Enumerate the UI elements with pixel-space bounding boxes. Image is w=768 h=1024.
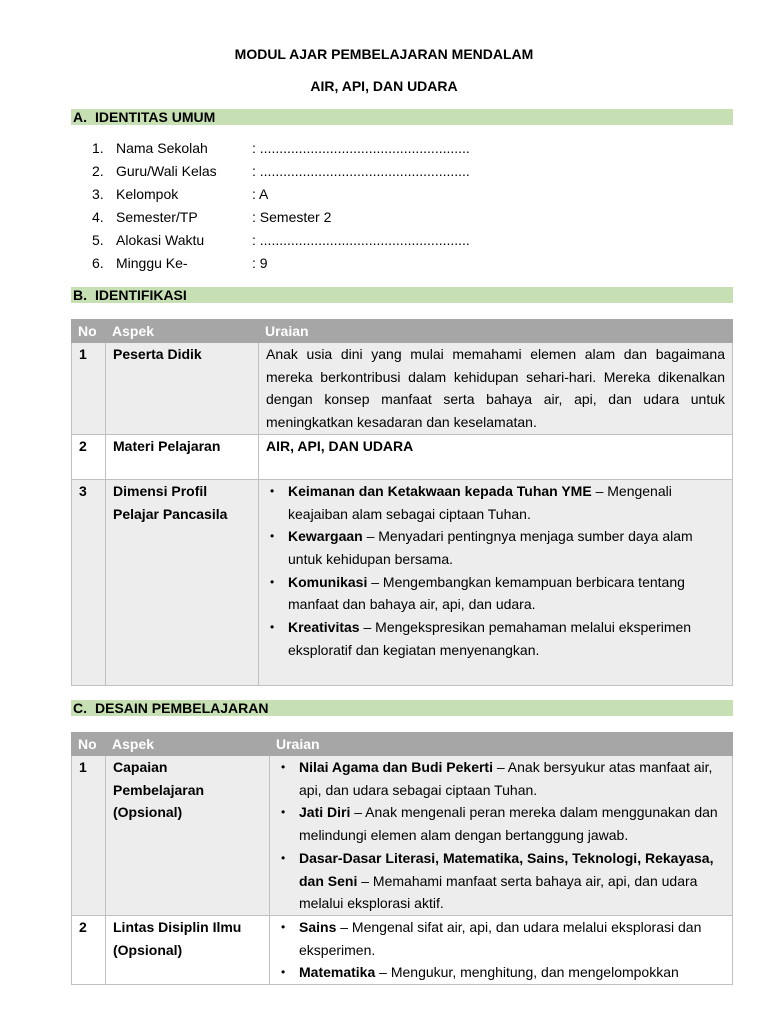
- item-text: – Anak bersyukur atas manfaat air, api, dan udara sebagai ciptaan Tuhan.: [299, 759, 713, 798]
- identification-table: [71, 319, 733, 686]
- row-aspect: Lintas Disiplin Ilmu (Opsional): [106, 915, 270, 984]
- section-c-title: DESAIN PEMBELAJARAN: [95, 700, 269, 716]
- item-bold: Sains: [299, 918, 337, 935]
- header-description: Uraian: [259, 320, 733, 343]
- document-subtitle: AIR, API, DAN UDARA: [310, 78, 458, 94]
- table-row: [72, 343, 733, 435]
- identity-value: : ......................................................: [252, 232, 470, 248]
- identity-number: 6.: [92, 255, 104, 271]
- table-row: [72, 756, 733, 916]
- row-description: Anak usia dini yang mulai memahami elemen alam dan bagaimana mereka berkontribusi dalam kehidupan sehari-hari. Mereka dikenalkan dengan konsep manfaat serta bahaya air, api, dan udara untuk meningkatkan kesadaran dan keselamatan.: [259, 343, 733, 435]
- item-bold: Dasar-Dasar Literasi, Matematika, Sains, Teknologi, Rekayasa, dan Seni: [299, 849, 714, 889]
- item-text: – Menyadari pentingnya menjaga sumber daya alam untuk kehidupan bersama.: [288, 528, 693, 567]
- section-c-header: [71, 700, 733, 716]
- item-bold: Jati Diri: [299, 804, 351, 821]
- bullet-list: [266, 480, 725, 662]
- table-row: [72, 434, 733, 479]
- document-title: MODUL AJAR PEMBELAJARAN MENDALAM: [234, 46, 534, 62]
- identity-item: [92, 161, 470, 184]
- identity-label: Minggu Ke-: [116, 255, 188, 271]
- list-item: [299, 916, 725, 961]
- design-table: [71, 732, 733, 985]
- identity-list: [92, 138, 470, 276]
- item-bold: Kewargaan: [288, 528, 363, 545]
- identity-value: : 9: [252, 255, 268, 271]
- section-c-letter: C.: [73, 700, 87, 716]
- bullet-list: [277, 756, 725, 915]
- list-item: [288, 616, 725, 661]
- identity-label: Nama Sekolah: [116, 140, 208, 156]
- identity-value: : ......................................................: [252, 163, 470, 179]
- list-item: [299, 847, 725, 915]
- item-text: – Memahami manfaat serta bahaya air, api, dan udara melalui eksplorasi aktif.: [299, 872, 698, 912]
- identity-number: 2.: [92, 163, 104, 179]
- row-aspect: Materi Pelajaran: [106, 434, 259, 479]
- identity-label: Guru/Wali Kelas: [116, 163, 217, 179]
- header-no: No: [72, 733, 106, 756]
- row-aspect: Dimensi Profil Pelajar Pancasila: [106, 479, 259, 685]
- list-item: [299, 801, 725, 846]
- bullet-list: [277, 916, 725, 984]
- row-number: 1: [72, 343, 106, 435]
- item-bold: Matematika: [299, 964, 376, 981]
- item-bold: Kreativitas: [288, 619, 360, 636]
- row-description: [270, 756, 733, 916]
- row-number: 2: [72, 434, 106, 479]
- header-aspect: Aspek: [106, 320, 259, 343]
- item-text: – Mengekspresikan pemahaman melalui eksperimen eksploratif dan kegiatan menyenangkan.: [288, 619, 692, 658]
- identity-value: : Semester 2: [252, 209, 332, 225]
- row-description: AIR, API, DAN UDARA: [259, 434, 733, 479]
- section-b-letter: B.: [73, 287, 87, 303]
- identity-number: 3.: [92, 186, 104, 202]
- section-a-title: IDENTITAS UMUM: [95, 109, 216, 125]
- table-row: [72, 479, 733, 685]
- row-number: 2: [72, 915, 106, 984]
- list-item: [288, 525, 725, 570]
- section-b-title: IDENTIFIKASI: [95, 287, 187, 303]
- item-bold: Keimanan dan Ketakwaan kepada Tuhan YME: [288, 482, 592, 499]
- identity-label: Kelompok: [116, 186, 179, 202]
- identity-number: 1.: [92, 140, 104, 156]
- table-header-row: [72, 733, 733, 756]
- identity-label: Semester/TP: [116, 209, 198, 225]
- list-item: [288, 571, 725, 616]
- identity-item: [92, 230, 470, 253]
- identity-label: Alokasi Waktu: [116, 232, 205, 248]
- row-description: [259, 479, 733, 685]
- section-b-header: [71, 287, 733, 303]
- identity-number: 5.: [92, 232, 104, 248]
- item-bold: Nilai Agama dan Budi Pekerti: [299, 759, 493, 775]
- item-bold: Komunikasi: [288, 573, 368, 590]
- item-text: – Anak mengenali peran mereka dalam menggunakan dan melindungi elemen alam dengan bertanggung jawab.: [299, 804, 718, 844]
- section-a-letter: A.: [73, 109, 87, 125]
- section-a-header: [71, 109, 733, 125]
- item-text: – Mengukur, menghitung, dan mengelompokkan: [375, 964, 679, 981]
- identity-value: : ......................................................: [252, 140, 470, 156]
- header-aspect: Aspek: [106, 733, 270, 756]
- identity-item: [92, 138, 470, 161]
- row-aspect: Capaian Pembelajaran (Opsional): [106, 756, 270, 916]
- identity-item: [92, 184, 470, 207]
- identity-item: [92, 253, 470, 276]
- header-description: Uraian: [270, 733, 733, 756]
- list-item: [299, 961, 725, 984]
- row-number: 1: [72, 756, 106, 916]
- list-item: [288, 480, 725, 525]
- table-header-row: [72, 320, 733, 343]
- row-aspect: Peserta Didik: [106, 343, 259, 435]
- list-item: [299, 756, 725, 801]
- identity-number: 4.: [92, 209, 104, 225]
- row-description: [270, 915, 733, 984]
- table-row: [72, 915, 733, 984]
- item-text: – Mengembangkan kemampuan berbicara tentang manfaat dan bahaya air, api, dan udara.: [288, 573, 685, 613]
- header-no: No: [72, 320, 106, 343]
- item-text: – Mengenali keajaiban alam sebagai ciptaan Tuhan.: [288, 482, 672, 522]
- identity-item: [92, 207, 470, 230]
- identity-value: : A: [252, 186, 269, 202]
- row-number: 3: [72, 479, 106, 685]
- item-text: – Mengenal sifat air, api, dan udara melalui eksplorasi dan eksperimen.: [299, 918, 702, 958]
